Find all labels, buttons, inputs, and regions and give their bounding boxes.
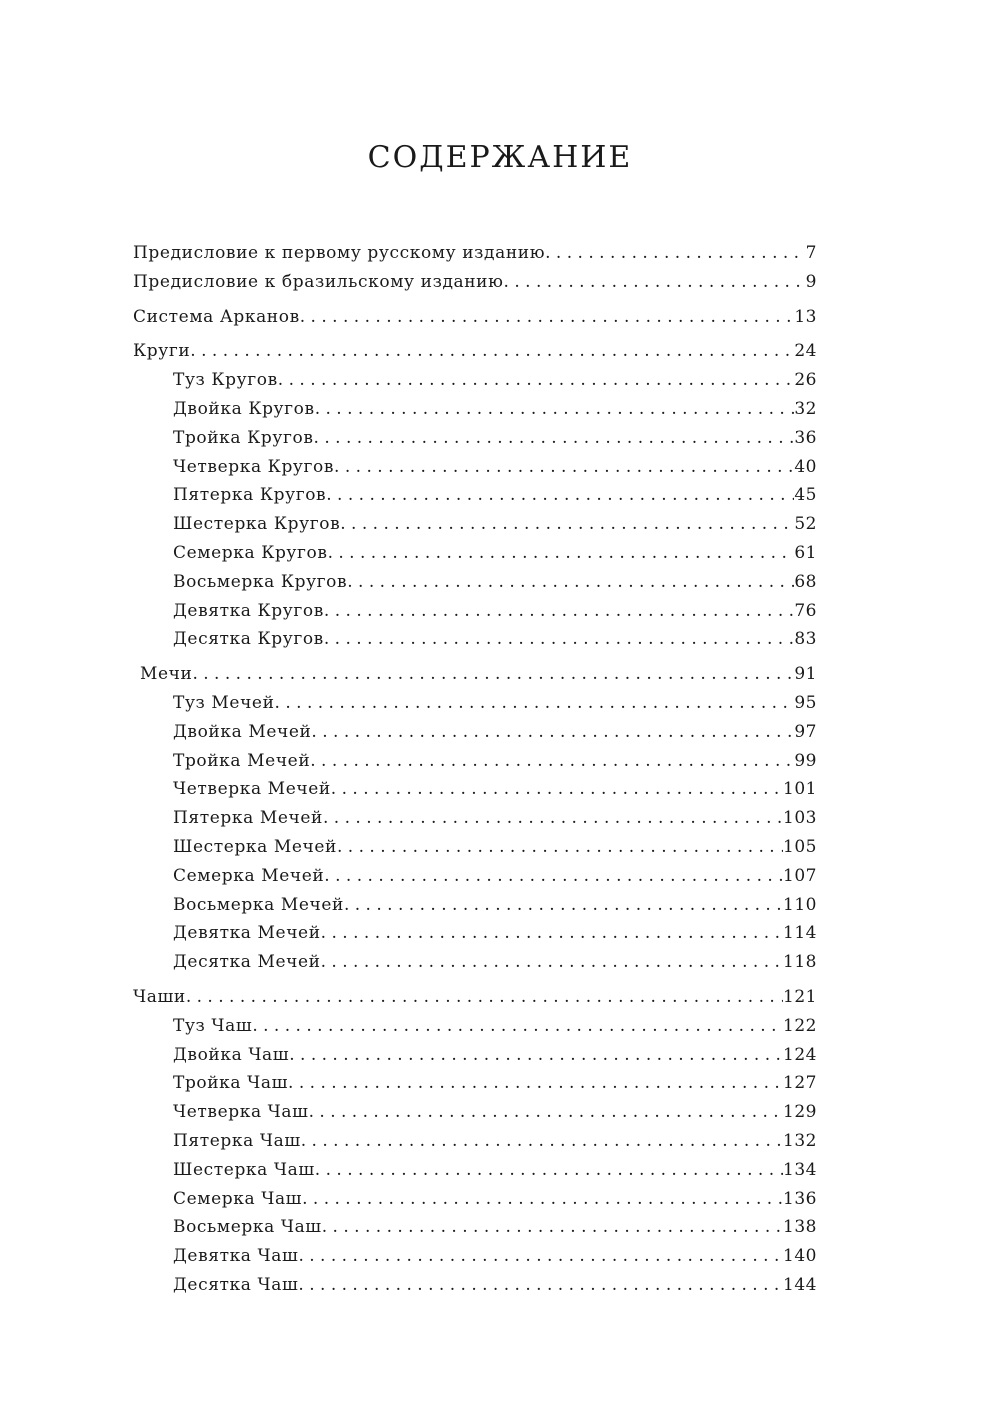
toc-entry-title: Круги <box>133 341 191 362</box>
dot-leader <box>278 370 795 390</box>
toc-entry-title: Пятерка Кругов <box>173 485 327 506</box>
toc-entry-title: Шестерка Чаш <box>173 1159 315 1180</box>
dot-leader <box>347 572 794 592</box>
dot-leader <box>314 428 795 448</box>
toc-entry-page-number: 76 <box>794 600 817 621</box>
dot-leader <box>309 1102 783 1122</box>
toc-entry-title: Тройка Чаш <box>173 1073 289 1094</box>
toc-entry-title: Пятерка Чаш <box>173 1130 301 1151</box>
toc-entry[interactable] <box>133 1246 817 1275</box>
toc-entry-title: Семерка Мечей <box>173 865 325 886</box>
toc-entry[interactable] <box>133 341 817 370</box>
toc-entry-title: Семерка Чаш <box>173 1188 303 1209</box>
dot-leader <box>315 1160 783 1180</box>
toc-entry[interactable] <box>133 1131 817 1160</box>
dot-leader <box>324 601 794 621</box>
toc-entry-page-number: 26 <box>794 370 817 391</box>
toc-entry-page-number: 45 <box>794 485 817 506</box>
toc-entry[interactable] <box>133 923 817 952</box>
dot-leader <box>315 399 795 419</box>
toc-entry[interactable] <box>133 457 817 486</box>
toc-entry[interactable] <box>133 751 817 780</box>
toc-entry[interactable] <box>133 808 817 837</box>
toc-entry-page-number: 24 <box>794 341 817 362</box>
toc-entry-title: Предисловие к первому русскому изданию <box>133 243 546 263</box>
toc-entry[interactable] <box>133 693 817 722</box>
dot-leader <box>298 1275 783 1295</box>
dot-leader <box>289 1045 783 1065</box>
toc-entry[interactable] <box>133 543 817 572</box>
toc-entry-title: Двойка Чаш <box>173 1044 290 1065</box>
toc-entry-title: Предисловие к бразильскому изданию <box>133 271 504 292</box>
dot-leader <box>288 1073 783 1093</box>
toc-entry[interactable] <box>133 722 817 751</box>
dot-leader <box>321 923 783 943</box>
toc-entry-page-number: 61 <box>794 542 817 563</box>
toc-entry[interactable] <box>133 572 817 601</box>
toc-entry-page-number: 140 <box>783 1246 817 1267</box>
toc-entry-title: Туз Кругов <box>173 370 278 391</box>
toc-entry-title: Восьмерка Мечей <box>173 894 344 915</box>
toc-entry-page-number: 68 <box>794 571 817 592</box>
toc-entry-title: Туз Мечей <box>173 692 275 713</box>
toc-entry-title: Девятка Чаш <box>173 1246 299 1267</box>
toc-entry-page-number: 144 <box>783 1274 817 1295</box>
toc-entry-page-number: 138 <box>783 1217 817 1238</box>
toc-entry-page-number: 99 <box>794 750 817 771</box>
toc-entry[interactable] <box>133 664 817 693</box>
toc-entry-page-number: 97 <box>794 721 817 742</box>
toc-entry[interactable] <box>133 1016 817 1045</box>
toc-entry-page-number: 124 <box>783 1044 817 1065</box>
dot-leader <box>322 1217 783 1237</box>
toc-entry-page-number: 32 <box>794 398 817 419</box>
toc-entry-page-number: 101 <box>783 779 817 800</box>
dot-leader <box>310 751 794 771</box>
toc-entry[interactable] <box>133 1275 817 1304</box>
toc-entry[interactable] <box>133 514 817 543</box>
dot-leader <box>331 779 783 799</box>
toc-entry[interactable] <box>133 370 817 399</box>
toc-entry-page-number: 114 <box>783 923 817 944</box>
toc-entry[interactable] <box>133 1045 817 1074</box>
toc-entry-title: Система Арканов <box>133 306 300 327</box>
toc-entry-page-number: 107 <box>783 865 817 886</box>
dot-leader <box>545 243 806 263</box>
toc-entry-title: Шестерка Кругов <box>173 514 341 535</box>
toc-entry-page-number: 36 <box>794 427 817 448</box>
toc-entry-title: Восьмерка Кругов <box>173 571 348 592</box>
dot-leader <box>340 514 794 534</box>
toc-entry-page-number: 13 <box>794 306 817 327</box>
toc-entry-page-number: 91 <box>794 664 817 685</box>
toc-entry-title: Четверка Кругов <box>173 456 335 477</box>
toc-entry-page-number: 52 <box>794 514 817 535</box>
toc-entry-title: Двойка Кругов <box>173 398 315 419</box>
toc-entry-page-number: 132 <box>783 1130 817 1151</box>
dot-leader <box>326 485 794 505</box>
toc-entry[interactable] <box>133 1189 817 1218</box>
toc-entry-title: Туз Чаш <box>173 1015 253 1036</box>
toc-entry-page-number: 105 <box>783 836 817 857</box>
toc-entry[interactable] <box>133 629 817 658</box>
toc-entry[interactable] <box>133 952 817 981</box>
toc-entry-title: Чаши <box>133 986 186 1007</box>
dot-leader <box>190 341 794 361</box>
page-title: СОДЕРЖАНИЕ <box>367 140 633 175</box>
toc-entry-page-number: 121 <box>783 986 817 1007</box>
toc-entry-title: Четверка Мечей <box>173 779 331 800</box>
dot-leader <box>301 1131 783 1151</box>
toc-entry-title: Пятерка Мечей <box>173 808 323 829</box>
toc-entry-page-number: 95 <box>794 692 817 713</box>
toc-entry-page-number: 103 <box>783 808 817 829</box>
toc-entry[interactable] <box>133 987 817 1016</box>
toc-entry[interactable] <box>133 399 817 428</box>
dot-leader <box>323 808 783 828</box>
toc-entry-title: Четверка Чаш <box>173 1102 309 1123</box>
toc-entry-page-number: 7 <box>805 243 817 263</box>
toc-entry-page-number: 83 <box>794 629 817 650</box>
toc-entry[interactable] <box>133 307 817 336</box>
toc-entry-page-number: 118 <box>783 952 817 973</box>
toc-entry-page-number: 136 <box>783 1188 817 1209</box>
toc-entry-title: Тройка Мечей <box>173 750 311 771</box>
dot-leader <box>302 1189 783 1209</box>
toc-entry-title: Тройка Кругов <box>173 427 314 448</box>
toc-entry-title: Семерка Кругов <box>173 542 328 563</box>
table-of-contents <box>133 243 817 1304</box>
toc-entry[interactable] <box>133 837 817 866</box>
dot-leader <box>275 693 795 713</box>
toc-entry[interactable] <box>133 485 817 514</box>
toc-entry-page-number: 127 <box>783 1073 817 1094</box>
toc-entry[interactable] <box>133 428 817 457</box>
toc-entry[interactable] <box>133 866 817 895</box>
toc-entry-page-number: 40 <box>794 456 817 477</box>
dot-leader <box>252 1016 783 1036</box>
toc-entry-title: Восьмерка Чаш <box>173 1217 322 1238</box>
toc-entry-page-number: 122 <box>783 1015 817 1036</box>
dot-leader <box>328 543 795 563</box>
dot-leader <box>186 987 783 1007</box>
toc-entry[interactable] <box>133 1217 817 1246</box>
toc-entry-title: Мечи <box>140 664 193 685</box>
toc-entry[interactable] <box>133 895 817 924</box>
toc-entry-title: Двойка Мечей <box>173 721 312 742</box>
dot-leader <box>298 1246 783 1266</box>
toc-entry[interactable] <box>133 243 817 272</box>
dot-leader <box>334 457 794 477</box>
dot-leader <box>344 895 783 915</box>
toc-entry[interactable] <box>133 779 817 808</box>
toc-entry-title: Десятка Кругов <box>173 629 324 650</box>
toc-entry-title: Десятка Мечей <box>173 952 321 973</box>
toc-entry-page-number: 110 <box>783 894 817 915</box>
dot-leader <box>324 629 795 649</box>
toc-entry[interactable] <box>133 1160 817 1189</box>
toc-entry[interactable] <box>133 1073 817 1102</box>
toc-entry-page-number: 129 <box>783 1102 817 1123</box>
dot-leader <box>192 664 794 684</box>
dot-leader <box>504 272 806 292</box>
dot-leader <box>337 837 783 857</box>
toc-entry[interactable] <box>133 272 817 301</box>
toc-entry-page-number: 9 <box>805 271 817 292</box>
dot-leader <box>300 307 795 327</box>
dot-leader <box>321 952 783 972</box>
dot-leader <box>324 866 783 886</box>
toc-entry-title: Шестерка Мечей <box>173 836 337 857</box>
toc-entry[interactable] <box>133 601 817 630</box>
toc-entry-title: Девятка Мечей <box>173 923 321 944</box>
toc-entry-title: Десятка Чаш <box>173 1274 299 1295</box>
toc-entry[interactable] <box>133 1102 817 1131</box>
toc-entry-page-number: 134 <box>783 1159 817 1180</box>
toc-entry-title: Девятка Кругов <box>173 600 324 621</box>
dot-leader <box>311 722 794 742</box>
